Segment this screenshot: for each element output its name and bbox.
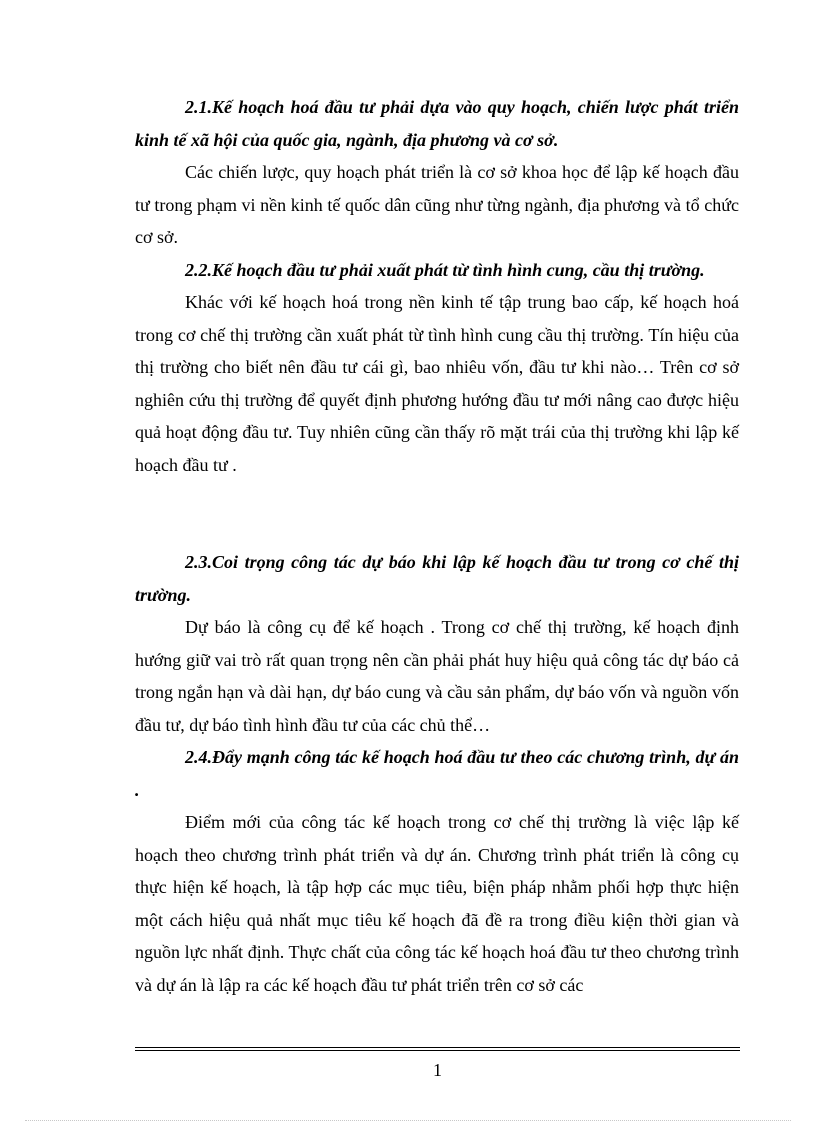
section-heading-2-3: 2.3.Coi trọng công tác dự báo khi lập kế hoạch đầu tư trong cơ chế thị trường. — [135, 552, 739, 605]
section-heading-2-2: 2.2.Kế hoạch đầu tư phải xuất phát từ tình hình cung, cầu thị trường. — [185, 259, 705, 280]
section-spacer — [135, 481, 739, 546]
footer-double-rule — [135, 1047, 740, 1051]
page-number: 1 — [433, 1060, 442, 1080]
section-paragraph-2-4: Điểm mới của công tác kế hoạch trong cơ chế thị trường là việc lập kế hoạch theo chương trình phát triển và dự án. Chương trình phát triển là công cụ thực hiện kế hoạch, là tập hợp các mục tiêu, biện pháp nhằm phối hợp thực hiện một cách hiệu quả nhất mục tiêu kế hoạch đã đề ra trong điều kiện thời gian và nguồn lực nhất định. Thực chất của công tác kế hoạch hoá đầu tư theo chương trình và dự án là lập ra các kế hoạch đầu tư phát triển trên cơ sở các — [135, 812, 739, 995]
section-paragraph-2-3: Dự báo là công cụ để kế hoạch . Trong cơ chế thị trường, kế hoạch định hướng giữ vai trò rất quan trọng nên cần phải phát huy hiệu quả công tác dự báo cả trong ngắn hạn và dài hạn, dự báo cung và cầu sản phẩm, dự báo vốn và nguồn vốn đầu tư, dự báo tình hình đầu tư của các chủ thể… — [135, 617, 739, 735]
section-heading-2-1: 2.1.Kế hoạch hoá đầu tư phải dựa vào quy hoạch, chiến lược phát triển kinh tế xã hội của quốc gia, ngành, địa phương và cơ sở. — [135, 97, 739, 150]
section-heading-2-4: 2.4.Đẩy mạnh công tác kế hoạch hoá đầu tư theo các chương trình, dự án . — [135, 747, 739, 800]
section-paragraph-2-1: Các chiến lược, quy hoạch phát triển là cơ sở khoa học để lập kế hoạch đầu tư trong phạm vi nền kinh tế quốc dân cũng như từng ngành, địa phương và tổ chức cơ sở. — [135, 162, 739, 247]
document-body — [135, 91, 739, 1001]
page-bottom-dotted-border — [25, 1120, 791, 1121]
section-paragraph-2-2: Khác với kế hoạch hoá trong nền kinh tế tập trung bao cấp, kế hoạch hoá trong cơ chế thị trường cần xuất phát từ tình hình cung cầu thị trường. Tín hiệu của thị trường cho biết nên đầu tư cái gì, bao nhiêu vốn, đầu tư khi nào… Trên cơ sở nghiên cứu thị trường để quyết định phương hướng đầu tư mới nâng cao được hiệu quả hoạt động đầu tư. Tuy nhiên cũng cần thấy rõ mặt trái của thị trường khi lập kế hoạch đầu tư . — [135, 292, 739, 475]
